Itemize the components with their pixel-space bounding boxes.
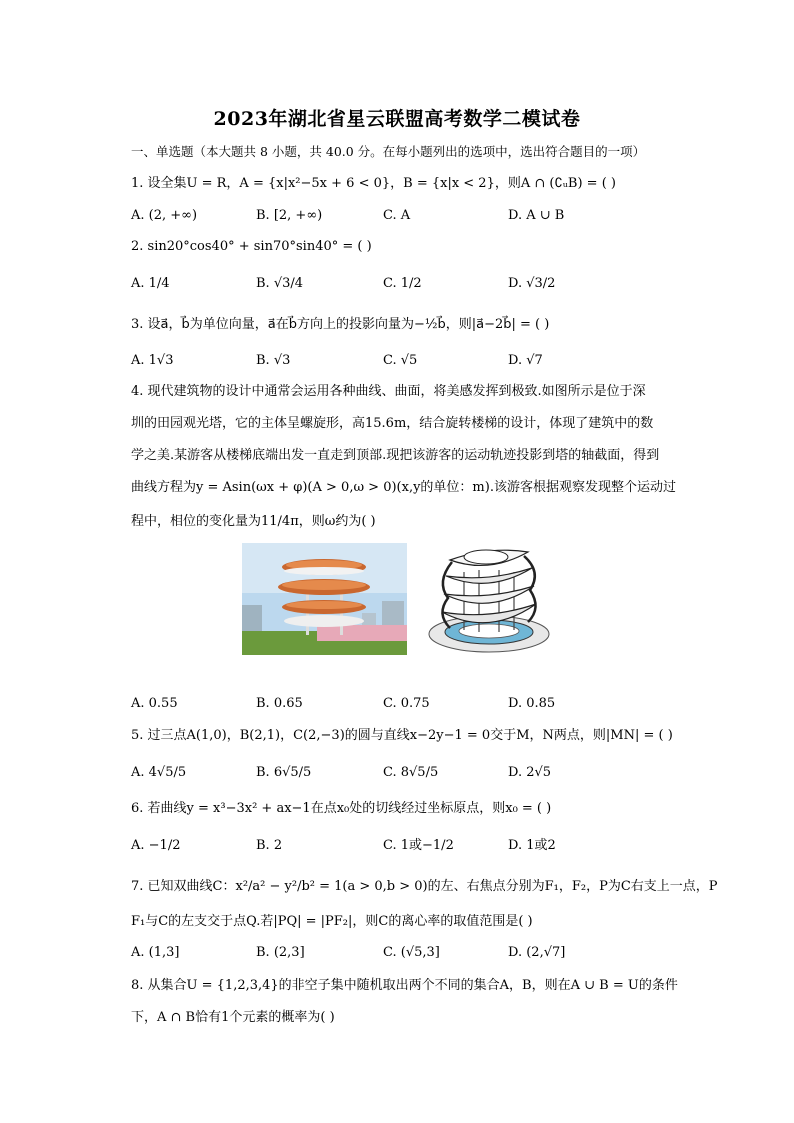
- option-d: D. (2,√7]: [508, 945, 566, 960]
- question-text: 圳的田园观光塔，它的主体呈螺旋形，高15.6m，结合旋转楼梯的设计，体现了建筑中的数: [131, 416, 654, 431]
- option-d: D. 2√5: [508, 765, 552, 780]
- option-c: C. 1或−1/2: [383, 838, 454, 853]
- option-c: C. A: [383, 208, 411, 223]
- question-text: 7. 已知双曲线C：x²/a² − y²/b² = 1(a > 0,b > 0)的左、右焦点分别为F₁，F₂，P为C右支上一点，P: [131, 879, 718, 894]
- option-b: B. 2: [256, 838, 283, 853]
- option-a: A. 1/4: [131, 276, 170, 291]
- option-a: A. (2, +∞): [131, 208, 198, 223]
- question-text: F₁与C的左支交于点Q.若|PQ| = |PF₂|，则C的离心率的取值范围是( ): [131, 914, 533, 929]
- option-c: C. 1/2: [383, 276, 422, 291]
- question-text: 4. 现代建筑物的设计中通常会运用各种曲线、曲面，将美感发挥到极致.如图所示是位于深: [131, 384, 646, 399]
- option-d: D. √7: [508, 353, 543, 368]
- question-text: 1. 设全集U = R，A = {x|x²−5x + 6 < 0}，B = {x|x < 2}，则A ∩ (∁ᵤB) = ( ): [131, 176, 616, 191]
- question-text: 2. sin20°cos40° + sin70°sin40° = ( ): [131, 239, 372, 254]
- option-a: A. (1,3]: [131, 945, 180, 960]
- question-text: 曲线方程为y = Asin(ωx + φ)(A > 0,ω > 0)(x,y的单位：m).该游客根据观察发现整个运动过: [131, 480, 676, 495]
- question-text: 下，A ∩ B恰有1个元素的概率为( ): [131, 1010, 335, 1025]
- option-b: B. 0.65: [256, 696, 303, 711]
- question-text: 5. 过三点A(1,0)，B(2,1)，C(2,−3)的圆与直线x−2y−1 = 0交于M，N两点，则|MN| = ( ): [131, 728, 673, 743]
- question-text: 6. 若曲线y = x³−3x² + ax−1在点x₀处的切线经过坐标原点，则x₀ = ( ): [131, 801, 552, 816]
- spiral-tower-diagram: [424, 542, 554, 657]
- option-c: C. 8√5/5: [383, 765, 439, 780]
- question-text: 学之美.某游客从楼梯底端出发一直走到顶部.现把该游客的运动轨迹投影到塔的轴截面，得到: [131, 448, 660, 463]
- question-text: 3. 设a⃗，b⃗为单位向量，a⃗在b⃗方向上的投影向量为−½b⃗，则|a⃗−2b⃗| = ( ): [131, 317, 550, 332]
- option-a: A. 1√3: [131, 353, 174, 368]
- option-c: C. 0.75: [383, 696, 430, 711]
- page-title: 2023年湖北省星云联盟高考数学二模试卷: [213, 108, 581, 130]
- tower-photo: [242, 543, 407, 655]
- option-a: A. −1/2: [131, 838, 181, 853]
- option-b: B. √3: [256, 353, 291, 368]
- option-d: D. A ∪ B: [508, 208, 565, 223]
- question-text: 程中，相位的变化量为11/4π，则ω约为( ): [131, 514, 376, 529]
- option-d: D. 1或2: [508, 838, 556, 853]
- option-c: C. (√5,3]: [383, 945, 440, 960]
- option-b: B. 6√5/5: [256, 765, 312, 780]
- question-text: 8. 从集合U = {1,2,3,4}的非空子集中随机取出两个不同的集合A，B，则在A ∪ B = U的条件: [131, 978, 678, 993]
- option-d: D. 0.85: [508, 696, 556, 711]
- option-d: D. √3/2: [508, 276, 556, 291]
- option-a: A. 0.55: [131, 696, 178, 711]
- option-b: B. (2,3]: [256, 945, 305, 960]
- section-heading: 一、单选题（本大题共 8 小题，共 40.0 分。在每小题列出的选项中，选出符合题目的一项）: [131, 144, 646, 159]
- option-c: C. √5: [383, 353, 418, 368]
- option-b: B. [2, +∞): [256, 208, 323, 223]
- option-b: B. √3/4: [256, 276, 304, 291]
- option-a: A. 4√5/5: [131, 765, 187, 780]
